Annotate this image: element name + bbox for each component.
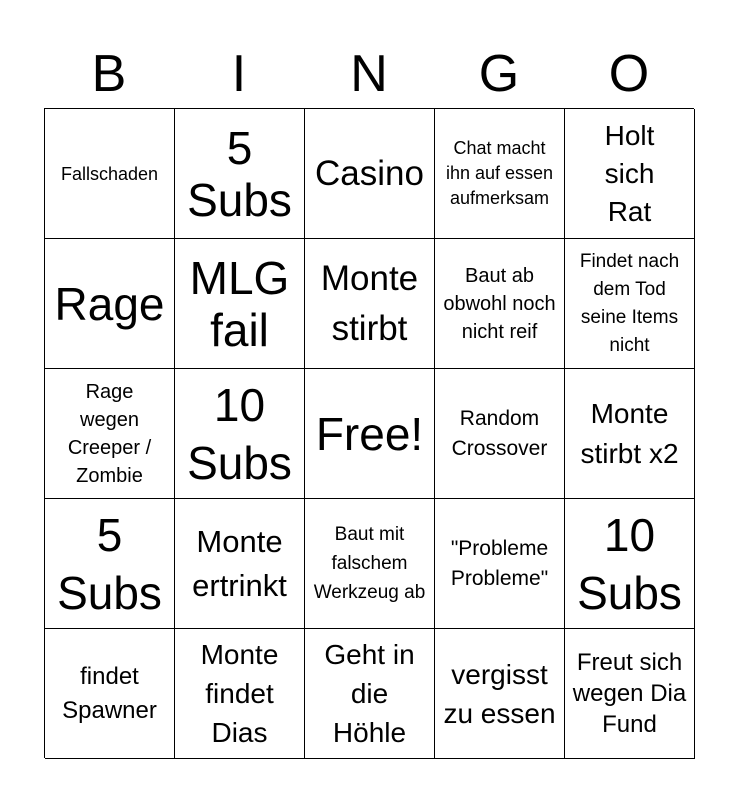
bingo-cell-text: 10 Subs — [577, 508, 682, 619]
bingo-cell-text: Chat macht ihn auf essen aufmerksam — [445, 138, 554, 208]
bingo-cell-text: 10 Subs — [187, 378, 292, 489]
bingo-cell[interactable] — [175, 369, 305, 499]
bingo-cell-text: 5 Subs — [187, 121, 292, 226]
bingo-cell[interactable] — [565, 239, 695, 369]
bingo-cell[interactable] — [305, 109, 435, 239]
bingo-cell[interactable] — [565, 629, 695, 759]
bingo-cell-text: Findet nach dem Tod seine Items nicht — [579, 250, 680, 356]
bingo-cell-text: Fallschaden — [60, 163, 159, 184]
header-letter-g: G — [478, 45, 520, 103]
bingo-cell[interactable] — [305, 499, 435, 629]
bingo-cell[interactable] — [175, 629, 305, 759]
bingo-cell[interactable] — [435, 109, 565, 239]
bingo-cell-text: Monte stirbt — [320, 258, 419, 348]
bingo-cell[interactable] — [175, 109, 305, 239]
bingo-cell-text: Free! — [315, 407, 424, 460]
bingo-cell-text: Baut mit falschem Werkzeug ab — [313, 524, 426, 603]
bingo-cell-text: Rage — [54, 277, 165, 330]
bingo-cell[interactable] — [305, 239, 435, 369]
bingo-cell-text: Geht in die Höhle — [324, 639, 415, 748]
header-letter-i: I — [231, 45, 247, 103]
bingo-cell[interactable] — [45, 369, 175, 499]
bingo-cell[interactable] — [45, 239, 175, 369]
bingo-cell-text: Baut ab obwohl noch nicht reif — [443, 264, 556, 343]
bingo-cell-text: Monte findet Dias — [200, 639, 279, 748]
bingo-cell[interactable] — [45, 629, 175, 759]
bingo-cell-text: vergisst zu essen — [443, 658, 556, 729]
bingo-cell[interactable] — [435, 369, 565, 499]
bingo-header — [44, 40, 694, 108]
bingo-cell[interactable] — [565, 369, 695, 499]
bingo-cell-text: Rage wegen Creeper / Zombie — [67, 380, 152, 487]
bingo-cell-text: Casino — [315, 153, 424, 193]
bingo-cell[interactable] — [435, 499, 565, 629]
bingo-cell[interactable] — [45, 109, 175, 239]
bingo-cell[interactable] — [175, 499, 305, 629]
bingo-cell[interactable] — [45, 499, 175, 629]
bingo-cell-text: findet Spawner — [62, 662, 157, 724]
bingo-cell[interactable] — [565, 499, 695, 629]
bingo-cell-text: Holt sich Rat — [604, 119, 655, 227]
bingo-board — [44, 108, 694, 758]
bingo-cell-text: MLG fail — [189, 251, 290, 356]
bingo-cell[interactable] — [435, 239, 565, 369]
header-letter-o: O — [608, 45, 650, 103]
bingo-cell-text: 5 Subs — [57, 508, 162, 619]
bingo-cell-text: Monte ertrinkt — [192, 523, 287, 603]
bingo-cell-text: Monte stirbt x2 — [580, 397, 679, 469]
header-letter-b: B — [91, 45, 127, 103]
bingo-cell-text: Freut sich wegen Dia Fund — [572, 649, 687, 738]
bingo-cell[interactable] — [175, 239, 305, 369]
bingo-cell[interactable] — [305, 629, 435, 759]
bingo-cell[interactable] — [565, 109, 695, 239]
bingo-cell-text: Random Crossover — [451, 406, 548, 460]
bingo-cell[interactable] — [435, 629, 565, 759]
bingo-cell-text: "Probleme Probleme" — [450, 536, 549, 590]
header-letter-n: N — [350, 45, 388, 103]
bingo-cell[interactable] — [305, 369, 435, 499]
